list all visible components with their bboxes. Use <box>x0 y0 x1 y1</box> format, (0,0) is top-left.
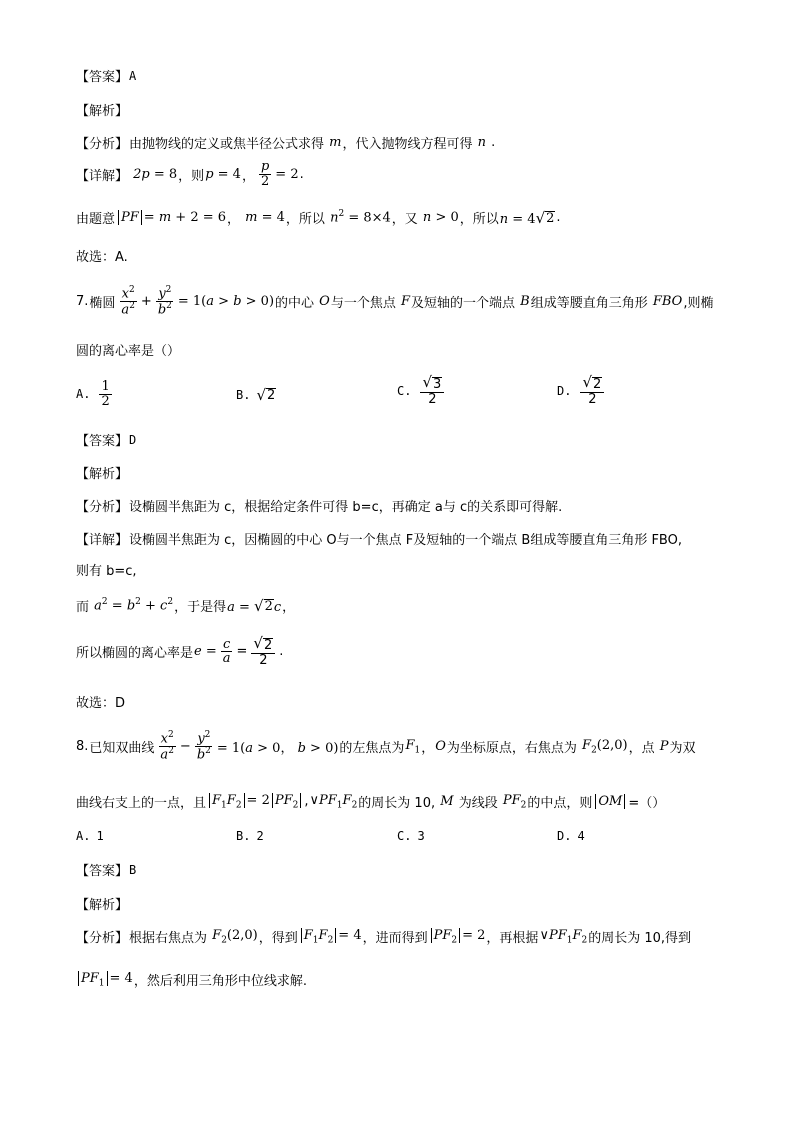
line4-t5: . <box>556 210 561 225</box>
detail-line3-mid: ，于是得 <box>174 600 227 615</box>
q8-stem-t1: 的左焦点为 <box>339 740 405 756</box>
math-eq-1-cond: = 1(a > b > 0) <box>177 293 275 309</box>
detail-line4-end: . <box>279 644 284 660</box>
math-1-2: $\frac{1}{2}$ <box>101 379 110 409</box>
answer-value: A <box>129 68 137 83</box>
fenxi-t2: ，得到 <box>258 931 298 946</box>
q7-stem-prefix: 椭圆 <box>89 295 116 311</box>
q8-answer-line <box>76 860 136 879</box>
fenxi-tag: 【分析】 <box>76 137 129 152</box>
fenxi-t3: ，进而得到 <box>362 931 428 946</box>
math-y2-b2: $\frac{y^2}{b^2}$ <box>157 285 172 318</box>
choose-text: 故选：D <box>76 696 126 711</box>
q8-stem-t4: ，点 <box>628 740 655 756</box>
math-eq-2: = 2 <box>275 166 299 182</box>
q6-analysis-tag <box>76 100 128 119</box>
math-sqrt2-2: √ 2 2 <box>580 375 604 407</box>
q8-fenxi-line2: $PF_1 = 4$ ，然后利用三角形中位线求解. <box>76 970 307 989</box>
math-e: e = <box>194 644 217 660</box>
fenxi-tag: 【分析】 <box>76 500 129 515</box>
math-a2-b2-c2: $a^2 = b^2 + c^2$ <box>90 597 174 614</box>
math-m: m <box>325 135 342 150</box>
q8-line2-t3: 为线段 <box>458 796 498 811</box>
q7-stem-line2 <box>76 340 180 359</box>
q7-choice-d <box>557 375 607 407</box>
q7-stem-line2-text: 圆的离心率是（） <box>76 344 181 359</box>
line4-t1: ， <box>227 212 241 227</box>
fenxi-t5: 的周长为 10,得到 <box>588 931 692 946</box>
q6-detail-line <box>76 160 304 188</box>
math-PF: PF = m + 2 = 6 <box>116 210 226 225</box>
fenxi-text-1: 由抛物线的定义或焦半径公式求得 <box>129 137 325 152</box>
q7-detail-line <box>76 529 682 548</box>
answer-tag: 【答案】 <box>76 434 129 449</box>
math-n-4sqrt2: n = 4 √ 2 <box>499 208 555 227</box>
math-x2-a2: $\frac{x^2}{a^2}$ <box>121 285 135 318</box>
q7-stem-mid: 的中心 <box>275 295 315 311</box>
fenxi-t1: 根据右焦点为 <box>129 931 208 946</box>
line4-t4: ，所以 <box>459 212 499 227</box>
analysis-tag: 【解析】 <box>76 104 129 119</box>
q7-number: 7. <box>76 293 89 309</box>
math-n-gt-0: n > 0 <box>418 210 459 225</box>
answer-value: B <box>129 862 137 877</box>
q7-detail-line4: 所以椭圆的离心率是 e = $\frac{c}{a}$ = √ 2 2 . <box>76 634 284 669</box>
detail-line2: 则有 b=c, <box>76 564 137 579</box>
line4-prefix: 由题意 <box>76 212 116 227</box>
math-frac-p-2: $\frac{p}{2}$ <box>260 159 270 189</box>
q7-stem-rest3: 组成等腰直角三角形 <box>530 295 648 311</box>
fenxi-text-3: . <box>491 135 496 150</box>
q8-line2-t5: =（） <box>628 796 666 811</box>
q7-choice-a <box>76 380 115 408</box>
q7-choice-c <box>397 375 447 407</box>
q7-stem-rest4: ,则椭 <box>683 295 714 311</box>
q7-stem-line1: 7. 椭圆 $\frac{x^2}{a^2}$ + $\frac{y^2}{b^2}$ = 1(a > b > 0) 的中心 O 与一个焦点 F 及短轴的一个端点 B 组成等腰直角三角形 FBO ,则椭 <box>76 285 714 318</box>
q8-number: 8. <box>76 738 89 754</box>
q8-choice-b: B. 2 <box>236 829 264 843</box>
q8-choice-c: C. 3 <box>397 829 425 843</box>
q6-fenxi-line <box>76 133 495 152</box>
math-n: n <box>473 135 491 150</box>
analysis-tag: 【解析】 <box>76 898 129 913</box>
choice-label: A. <box>76 387 91 402</box>
line4-t3: ，又 <box>391 212 418 227</box>
q7-stem-rest: 与一个焦点 <box>330 295 396 311</box>
q7-answer-line <box>76 430 136 449</box>
detail-line3-prefix: 而 <box>76 600 90 615</box>
answer-value: D <box>129 432 137 447</box>
q7-detail-line3 <box>76 596 295 615</box>
q8-line2-t1: , <box>304 794 309 809</box>
q7-choose <box>76 692 125 711</box>
detail-text: 设椭圆半焦距为 c，因椭圆的中心 O与一个焦点 F及短轴的一个端点 B组成等腰直角三角形 FBO, <box>129 533 682 548</box>
detail-tag: 【详解】 <box>76 533 129 548</box>
q8-choice-a: A. 1 <box>76 829 104 843</box>
answer-tag: 【答案】 <box>76 70 129 85</box>
fenxi-text-2: ，代入抛物线方程可得 <box>342 137 473 152</box>
q7-detail-line2 <box>76 560 137 579</box>
fenxi-t4: ，再根据 <box>486 931 539 946</box>
choice-label: B. <box>236 388 251 402</box>
q8-line2-prefix: 曲线右支上的一点，且 <box>76 796 207 811</box>
math-sqrt2-over-2: √ 2 2 <box>251 636 275 668</box>
q8-stem-prefix: 已知双曲线 <box>89 740 155 756</box>
detail-end: . <box>299 166 304 182</box>
fenxi-tag: 【分析】 <box>76 931 129 946</box>
choice-label: C. <box>397 383 412 398</box>
fenxi-line2-end: ，然后利用三角形中位线求解. <box>133 974 307 989</box>
choice-label: D. <box>557 383 572 398</box>
q6-answer-line <box>76 66 136 85</box>
q7-choice-b <box>236 386 276 404</box>
q8-stem-t2: ， <box>421 740 435 756</box>
math-sqrt3-2: √ 3 2 <box>420 375 444 407</box>
detail-sep-2: ， <box>241 168 255 184</box>
fenxi-text: 设椭圆半焦距为 c，根据给定条件可得 b=c，再确定 a与 c的关系即可得解. <box>129 500 563 515</box>
q7-fenxi-line <box>76 496 562 515</box>
q8-stem-line1: 8. 已知双曲线 $\frac{x^2}{a^2}$ − $\frac{y^2}{b^2}$ = 1(a > 0， b > 0) 的左焦点为 $F_1$ ， O 为坐标原点，右焦点为 $F_2(2,0)$ ，点 P 为双 <box>76 730 696 763</box>
q8-stem-t3: 为坐标原点，右焦点为 <box>446 740 577 756</box>
q7-analysis-tag <box>76 463 128 482</box>
q8-analysis-tag <box>76 894 128 913</box>
q8-choice-d: D. 4 <box>557 829 585 843</box>
q6-line4 <box>76 208 561 227</box>
math-a-sqrt2c: a = √ 2 c <box>227 596 282 615</box>
q8-line2-t4: 的中点，则 <box>527 796 593 811</box>
q6-choose <box>76 246 128 265</box>
math-n2: $n^2 = 8\times 4$ <box>325 209 391 226</box>
detail-line3-end: ， <box>282 600 296 615</box>
q8-stem-t5: 为双 <box>669 740 696 756</box>
q8-line2-t2: 的周长为 10, <box>358 796 436 811</box>
choose-text: 故选：A. <box>76 250 128 265</box>
line4-t2: ，所以 <box>285 212 325 227</box>
q8-stem-line2: 曲线右支上的一点，且 $F_1F_2 = 2$ $PF_2$ , $\vee PF_1F_2$ 的周长为 10, M 为线段 $PF_2$ 的中点，则 OM =（） <box>76 792 666 811</box>
math-m-4: m = 4 <box>241 210 285 225</box>
analysis-tag: 【解析】 <box>76 467 129 482</box>
q8-fenxi-line: 【分析】 根据右焦点为 $F_2(2,0)$ ，得到 $F_1F_2 = 4$ ，进而得到 $PF_2 = 2$ ，再根据 $\vee PF_1F_2$ 的周长为 10,得到 <box>76 927 692 946</box>
detail-tag: 【详解】 <box>76 168 129 184</box>
q7-stem-rest2: 及短轴的一个端点 <box>411 295 516 311</box>
math-sqrt2: √ 2 <box>256 386 276 404</box>
math-2p-8: 2p = 8 <box>129 166 178 182</box>
math-p-4: p = 4 <box>205 166 241 182</box>
detail-sep-1: ，则 <box>178 168 205 184</box>
detail-line4-prefix: 所以椭圆的离心率是 <box>76 646 194 662</box>
math-c-a: $\frac{c}{a}$ <box>222 636 231 667</box>
answer-tag: 【答案】 <box>76 864 129 879</box>
